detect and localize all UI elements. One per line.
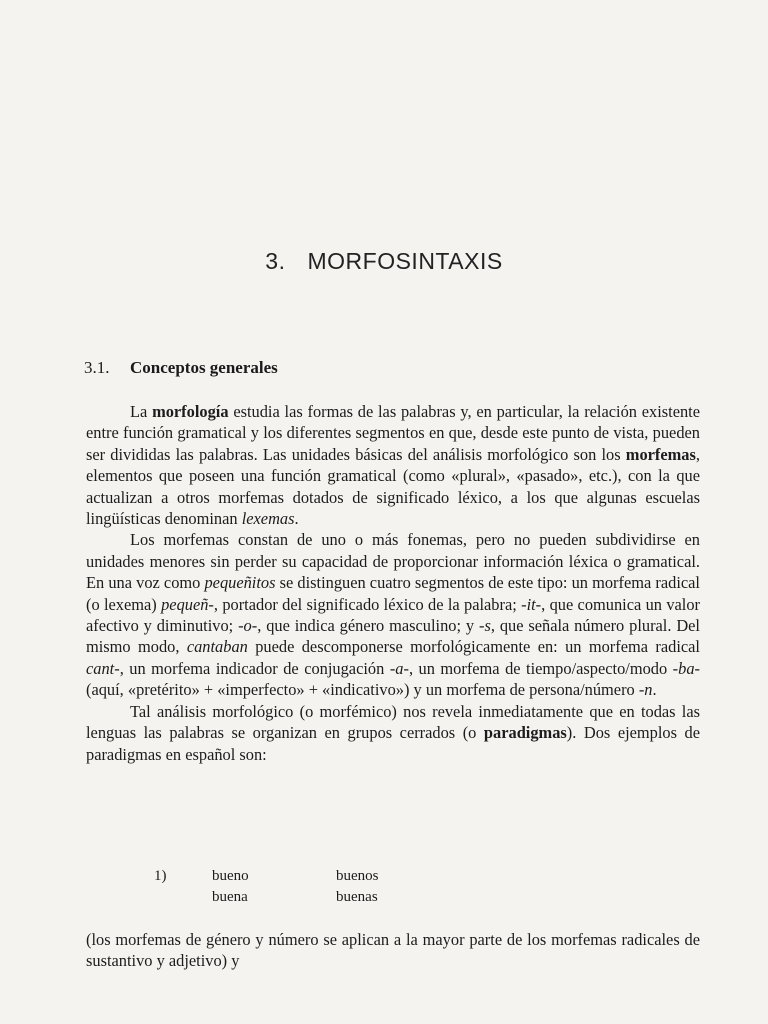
example-morpheme: -it-: [521, 594, 542, 614]
paradigm-cell: buena: [212, 889, 248, 905]
example-word: cantaban: [186, 637, 248, 657]
paradigm-cell: buenas: [336, 889, 378, 905]
text-run: La: [130, 402, 153, 421]
example-morpheme: -n: [638, 680, 653, 700]
paragraph-4: (los morfemas de género y número se aplican a la mayor parte de los morfemas radicales de sustantivo y adjetivo) y: [86, 930, 700, 971]
example-morpheme: cant-: [86, 658, 120, 678]
example-morpheme: -a-: [389, 658, 409, 678]
term-morfemas: morfemas: [625, 444, 696, 464]
body-text: [86, 401, 700, 765]
text-run: , que señala número plural. Del mismo modo,: [86, 616, 700, 657]
text-run: .: [652, 680, 657, 700]
term-lexemas: lexemas: [241, 509, 295, 529]
term-morfologia: morfología: [152, 402, 229, 421]
term-paradigmas: paradigmas: [483, 723, 567, 743]
example-morpheme: pequeñ-: [161, 594, 214, 614]
example-number: 1): [154, 868, 167, 884]
example-number-empty: [154, 887, 212, 908]
text-run: .: [294, 509, 299, 529]
section-heading: [84, 358, 278, 378]
text-run: se distinguen cuatro segmentos de este tipo: un morfema radical (o lexema): [86, 573, 700, 614]
text-run: Tal análisis morfológico (o morfémico) nos revela inmediatamente que en todas las lenguas las palabras se organizan en grupos cerrados (o: [86, 701, 700, 743]
text-run: (aquí, «pretérito» + «imperfecto» + «indicativo») y un morfema de persona/número: [86, 680, 639, 700]
paragraph-3: [86, 701, 700, 765]
text-run: estudia las formas de las palabras y, en particular, la relación existente entre función gramatical y los diferentes segmentos en que, desde este punto de vista, pueden ser divididas las palabras. Las unidades básicas del análisis morfológico son los: [86, 402, 700, 464]
paradigm-example: [154, 866, 436, 908]
text-run: , un morfema indicador de conjugación: [119, 658, 390, 678]
section-title: Conceptos generales: [130, 358, 278, 377]
table-row: [154, 866, 436, 887]
chapter-number: 3.: [265, 248, 286, 274]
paragraph-1: [86, 401, 700, 529]
paradigm-cell: bueno: [212, 868, 249, 884]
chapter-title: [0, 248, 768, 275]
text-run: , portador del significado léxico de la palabra;: [213, 594, 522, 614]
text-run: , que indica género masculino; y: [257, 616, 479, 636]
example-word: pequeñitos: [204, 573, 276, 593]
text-run: ). Dos ejemplos de paradigmas en español son:: [86, 723, 700, 764]
text-run: , un morfema de tiempo/aspecto/modo: [408, 658, 673, 678]
text-run: Los morfemas constan de uno o más fonemas, pero no pueden subdividirse en unidades menores sin perder su capacidad de proporcionar información léxica o gramatical. En una voz como: [86, 530, 700, 593]
table-row: [154, 887, 436, 908]
text-run: puede descomponerse morfológicamente en: un morfema radical: [247, 637, 700, 657]
after-example-text: [86, 929, 700, 972]
example-morpheme: -s: [479, 616, 491, 636]
text-run: , que comunica un valor afectivo y diminutivo;: [86, 594, 700, 636]
section-number: 3.1.: [84, 358, 110, 377]
chapter-name: MORFOSINTAXIS: [307, 248, 503, 274]
paragraph-2: [86, 529, 700, 700]
paradigm-table: [154, 866, 436, 908]
paradigm-cell: buenos: [336, 868, 379, 884]
example-morpheme: -ba-: [672, 658, 700, 678]
text-run: , elementos que poseen una función gramatical (como «plural», «pasado», etc.), con la que actualizan a otros morfemas dotados de significado léxico, a los que algunas escuelas lingüísticas denominan: [86, 444, 700, 529]
example-morpheme: -o-: [238, 616, 258, 636]
